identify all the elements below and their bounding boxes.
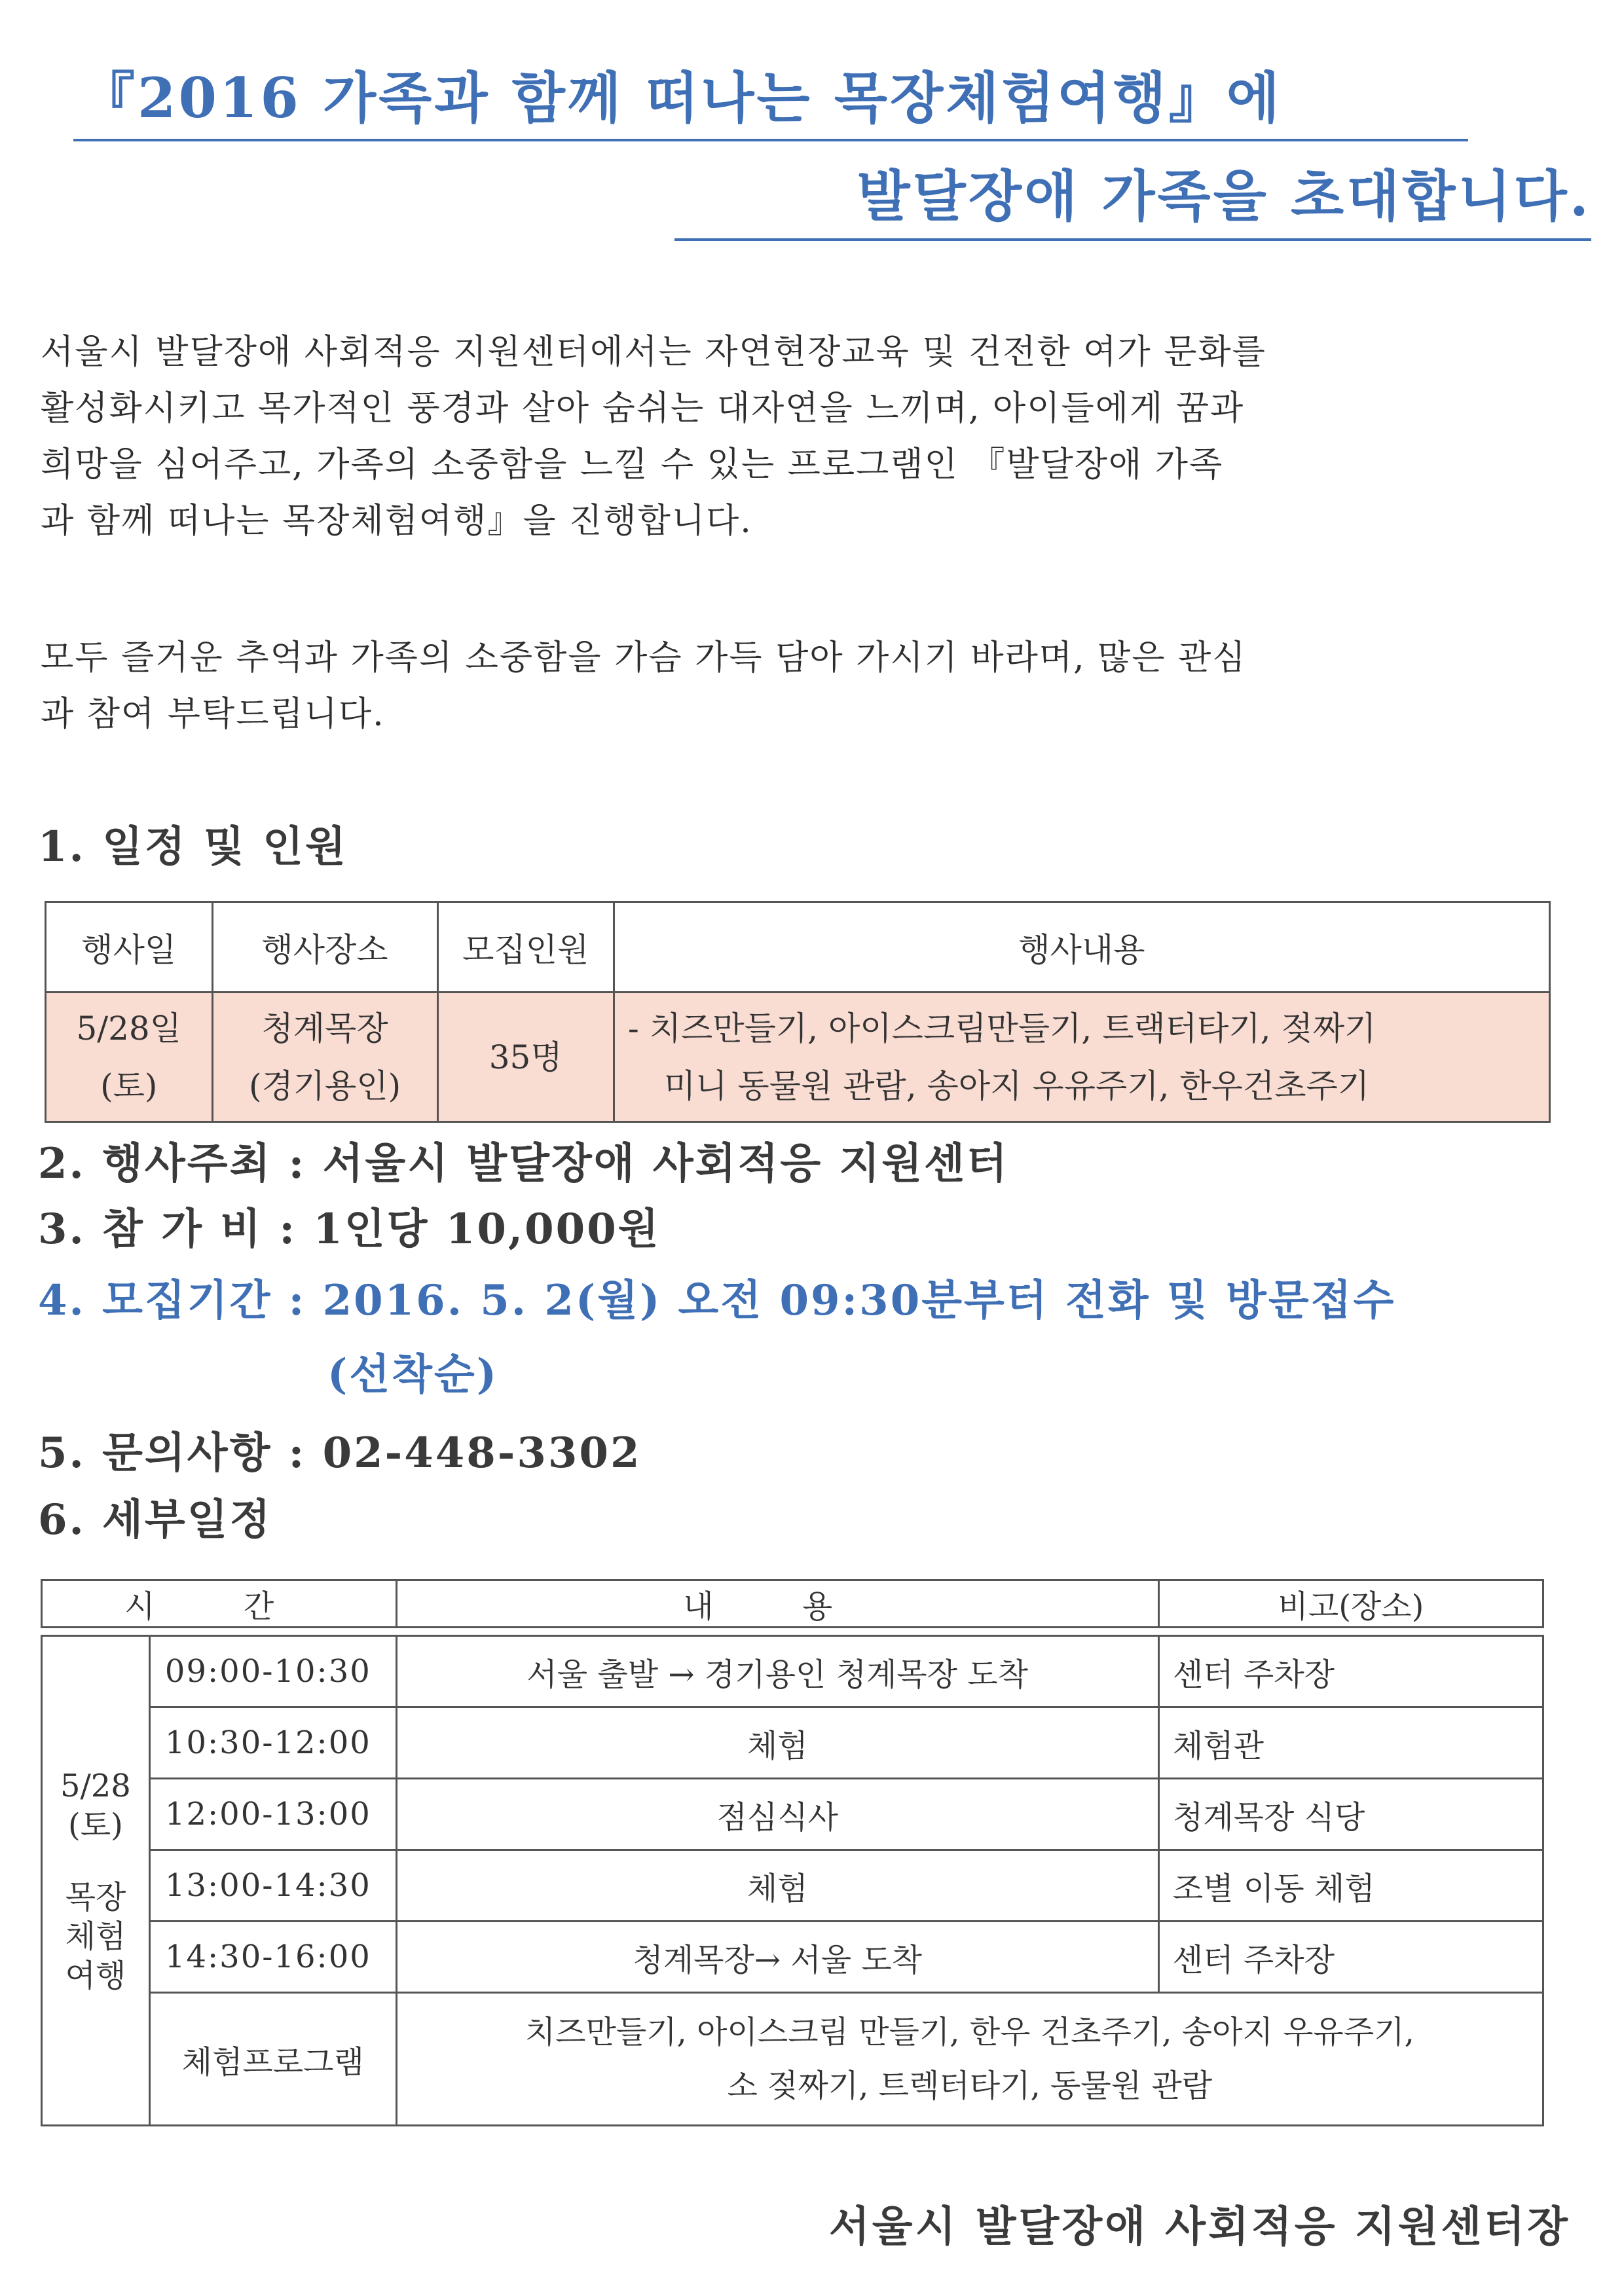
- event-place-cell: [212, 993, 437, 1122]
- organizer-value: 서울시 발달장애 사회적응 지원센터: [322, 1139, 1009, 1188]
- header-time: [42, 1580, 397, 1628]
- intro-line: 희망을 심어주고, 가족의 소중함을 느낄 수 있는 프로그램인 『발달장애 가족: [41, 445, 1224, 484]
- recruit-note: (선착순): [327, 1350, 499, 1399]
- intro-line: 서울시 발달장애 사회적응 지원센터에서는 자연현장교육 및 건전한 여가 문화를: [41, 333, 1266, 372]
- event-content-cell: [614, 993, 1549, 1122]
- row-content: 청계목장→ 서울 도착: [396, 1922, 1158, 1993]
- row-time: 09:00-10:30: [149, 1636, 396, 1707]
- recruit-period-label: 4. 모집기간: [38, 1276, 272, 1325]
- date-line: 여행: [65, 1957, 126, 1994]
- intro-paragraph-2: [41, 630, 1599, 742]
- row-content: 체험: [396, 1707, 1158, 1779]
- date-line: (토): [68, 1806, 123, 1844]
- table-row: [42, 1850, 1543, 1922]
- schedule-summary-table: [45, 901, 1551, 1123]
- intro-line: 활성화시키고 목가적인 풍경과 살아 숨쉬는 대자연을 느끼며, 아이들에게 꿈과: [41, 389, 1245, 428]
- section-6-heading: 6. 세부일정: [38, 1495, 272, 1544]
- row-time: 12:00-13:00: [149, 1779, 396, 1850]
- intro-line: 과 함께 떠나는 목장체험여행』을 진행합니다.: [41, 501, 752, 541]
- title-text-1: 『2016 가족과 함께 떠나는 목장체험여행』에: [80, 65, 1282, 130]
- date-line: 5/28: [60, 1767, 131, 1804]
- row-time: 10:30-12:00: [149, 1707, 396, 1779]
- event-day: (토): [100, 1066, 158, 1105]
- table-row: [42, 1779, 1543, 1850]
- inquiry-label: 5. 문의사항: [38, 1429, 272, 1478]
- header-date: 행사일: [46, 902, 213, 993]
- section-3: 3. 참 가 비 : 1인당 10,000원: [38, 1205, 661, 1254]
- header-content-label: 내 용: [683, 1588, 872, 1625]
- title-text-2: 발달장애 가족을 초대합니다.: [857, 164, 1591, 228]
- table-row-program: [42, 1993, 1543, 2126]
- row-content: 체험: [396, 1850, 1158, 1922]
- organizer-label: 2. 행사주최: [38, 1139, 272, 1188]
- table-header-row: [46, 902, 1550, 993]
- table-row: [42, 1636, 1543, 1707]
- date-line: 체험: [65, 1918, 126, 1955]
- row-time: 13:00-14:30: [149, 1850, 396, 1922]
- date-gap: [43, 1845, 149, 1878]
- event-content-line-2: 미니 동물원 관람, 송아지 우유주기, 한우건초주기: [663, 1066, 1370, 1105]
- program-line-1: 치즈만들기, 아이스크림 만들기, 한우 건초주기, 송아지 우유주기,: [525, 2014, 1414, 2050]
- section-2: 2. 행사주최 : 서울시 발달장애 사회적응 지원센터: [38, 1139, 1009, 1188]
- header-time-label: 시 간: [124, 1588, 314, 1625]
- detailed-schedule-table: [41, 1579, 1544, 2126]
- event-content-line-1: - 치즈만들기, 아이스크림만들기, 트랙터타기, 젖짜기: [627, 1009, 1376, 1048]
- header-content: 행사내용: [614, 902, 1549, 993]
- row-note: 체험관: [1158, 1707, 1543, 1779]
- schedule-date-cell: [42, 1636, 150, 2126]
- section-4: 4. 모집기간 : 2016. 5. 2(월) 오전 09:30분부터 전화 및 방문접수: [38, 1276, 1396, 1325]
- event-place: 청계목장: [261, 1009, 388, 1048]
- fee-value: 1인당 10,000원: [313, 1205, 661, 1254]
- event-date: 5/28일: [76, 1009, 182, 1048]
- event-date-cell: [46, 993, 213, 1122]
- row-note: 센터 주차장: [1158, 1922, 1543, 1993]
- event-capacity: 35명: [437, 993, 614, 1122]
- table-header-row: [42, 1580, 1543, 1628]
- title-line-2: [674, 164, 1591, 241]
- row-note: 센터 주차장: [1158, 1636, 1543, 1707]
- header-note: 비고(장소): [1158, 1580, 1543, 1628]
- inquiry-phone: 02-448-3302: [322, 1429, 642, 1478]
- row-time: 14:30-16:00: [149, 1922, 396, 1993]
- program-content: [396, 1993, 1543, 2126]
- program-line-2: 소 젖짜기, 트렉터타기, 동물원 관람: [727, 2068, 1213, 2104]
- table-row: [42, 1922, 1543, 1993]
- row-content: 점심식사: [396, 1779, 1158, 1850]
- section-5: 5. 문의사항 : 02-448-3302: [38, 1429, 642, 1478]
- section-1-heading: 1. 일정 및 인원: [38, 822, 348, 871]
- row-note: 청계목장 식당: [1158, 1779, 1543, 1850]
- row-content: 서울 출발 → 경기용인 청계목장 도착: [396, 1636, 1158, 1707]
- table-row: [42, 1707, 1543, 1779]
- signature: 서울시 발달장애 사회적응 지원센터장: [828, 2202, 1570, 2251]
- row-note: 조별 이동 체험: [1158, 1850, 1543, 1922]
- date-line: 목장: [65, 1878, 126, 1916]
- table-spacer: [42, 1628, 1543, 1636]
- header-capacity: 모집인원: [437, 902, 614, 993]
- header-place: 행사장소: [212, 902, 437, 993]
- fee-label: 3. 참 가 비: [38, 1205, 263, 1254]
- intro-line: 모두 즐거운 추억과 가족의 소중함을 가슴 가득 담아 가시기 바라며, 많은 관심: [41, 638, 1247, 678]
- program-label: 체험프로그램: [149, 1993, 396, 2126]
- title-line-1: [73, 65, 1468, 141]
- header-content: [396, 1580, 1158, 1628]
- intro-line: 과 참여 부탁드립니다.: [41, 695, 385, 734]
- intro-paragraph-1: [41, 324, 1599, 549]
- recruit-period-value: 2016. 5. 2(월) 오전 09:30분부터 전화 및 방문접수: [322, 1276, 1396, 1325]
- table-row: [46, 993, 1550, 1122]
- event-region: (경기용인): [248, 1066, 401, 1105]
